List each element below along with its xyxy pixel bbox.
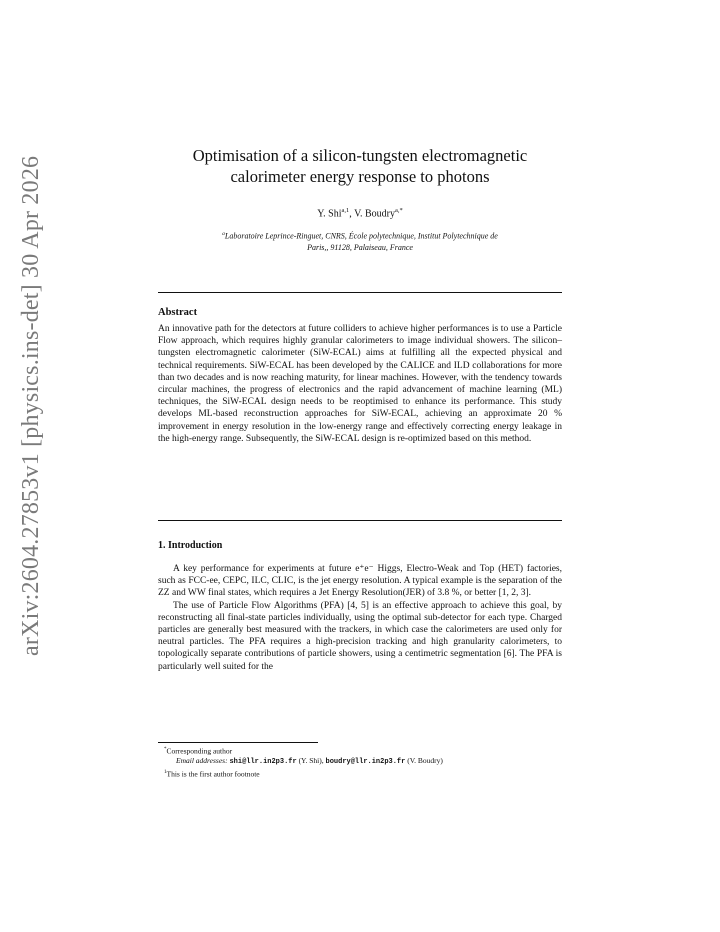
- abstract-top-rule: [158, 292, 562, 293]
- affiliation-line-1: Laboratoire Leprince-Ringuet, CNRS, École polytechnique, Institut Polytechnique de: [224, 231, 498, 241]
- email-owner: (Y. Shi),: [298, 756, 324, 766]
- footnotes: *Corresponding author Email addresses: shi@llr.in2p3.fr (Y. Shi), boudry@llr.in2p3.fr (V. Boudry) $^1$This is the first author footnote: [164, 746, 443, 779]
- abstract-text: An innovative path for the detectors at future colliders to achieve higher performances is to use a Particle Flow approach, which requires highly granular calorimeters to image individual showers. The silicon–tungsten electromagnetic calorimeter (SiW-ECAL) aims at fulfilling all the expected physical and technical requirements. SiW-ECAL has been developed by the CALICE and ILD collaborations for more than two decades and is now reaching maturity, for linear machines. However, with the tendency towards circular machines, the progress of electronics and the rapid advancement of machine learning (ML) techniques, the SiW-ECAL design needs to be reoptimised to enhance its performance. This study develops ML-based reconstruction approaches for SiW-ECAL, achieving an approximate 20 % improvement in energy resolution in the low-energy range and effectively correcting energy leakage in the high-energy range. Subsequently, the SiW-ECAL design is re-optimized based on this method.: [158, 324, 562, 444]
- author-marks: a,1: [341, 207, 350, 214]
- abstract-heading: Abstract: [158, 307, 198, 318]
- email-label: Email addresses:: [176, 756, 228, 766]
- footnote-corresponding: Corresponding author: [166, 746, 233, 756]
- introduction-body: [158, 563, 562, 673]
- email-link[interactable]: shi@llr.in2p3.fr: [229, 758, 297, 767]
- footnote-rule: [158, 742, 318, 743]
- abstract-bottom-rule: [158, 520, 562, 521]
- affiliation-line-2: Paris,, 91128, Palaiseau, France: [307, 242, 413, 252]
- title-line-2: calorimeter energy response to photons: [230, 167, 490, 186]
- author-name: Y. Shi: [317, 208, 342, 220]
- author-marks: a,*: [395, 207, 403, 214]
- author-list: Y. Shi$^{a,1}$, V. Boudry$^{a,*}$: [317, 207, 403, 220]
- title-line-1: Optimisation of a silicon-tungsten electromagnetic: [192, 146, 528, 165]
- footnote-first-author: This is the first author footnote: [166, 769, 260, 779]
- affiliation-mark: a: [222, 231, 225, 237]
- author-name: V. Boudry: [354, 208, 396, 220]
- email-owner: (V. Boudry): [407, 756, 443, 766]
- arxiv-identifier: arXiv:2604.27853v1 [physics.ins-det] 30 Apr 2026: [18, 155, 44, 656]
- affiliation: [160, 229, 560, 253]
- email-link[interactable]: boudry@llr.in2p3.fr: [325, 758, 406, 767]
- section-heading: 1. Introduction: [158, 540, 223, 551]
- paragraph: A key performance for experiments at future e⁺e⁻ Higgs, Electro-Weak and Top (HET) factories, such as FCC-ee, CEPC, ILC, CLIC, is the jet energy resolution. A typical example is the separation of the ZZ and WW final states, which requires a Jet Energy Resolution(JER) of 3.8 %, or better [1, 2, 3].: [158, 564, 562, 599]
- paragraph: The use of Particle Flow Algorithms (PFA) [4, 5] is an effective approach to achieve this goal, by reconstructing all final-state particles individually, using the optimal sub-detector for each type. Charged particles are generally best measured with the trackers, in which case the calorimeters are used only for neutral particles. The PFA requires a high-precision tracking and high granularity calorimeters, to topologically separate contributions of particle showers, using a centimetric segmentation [6]. The PFA is particularly well suited for the: [158, 600, 562, 672]
- footnote-mark: 1: [164, 770, 167, 776]
- paper-title: [120, 145, 600, 187]
